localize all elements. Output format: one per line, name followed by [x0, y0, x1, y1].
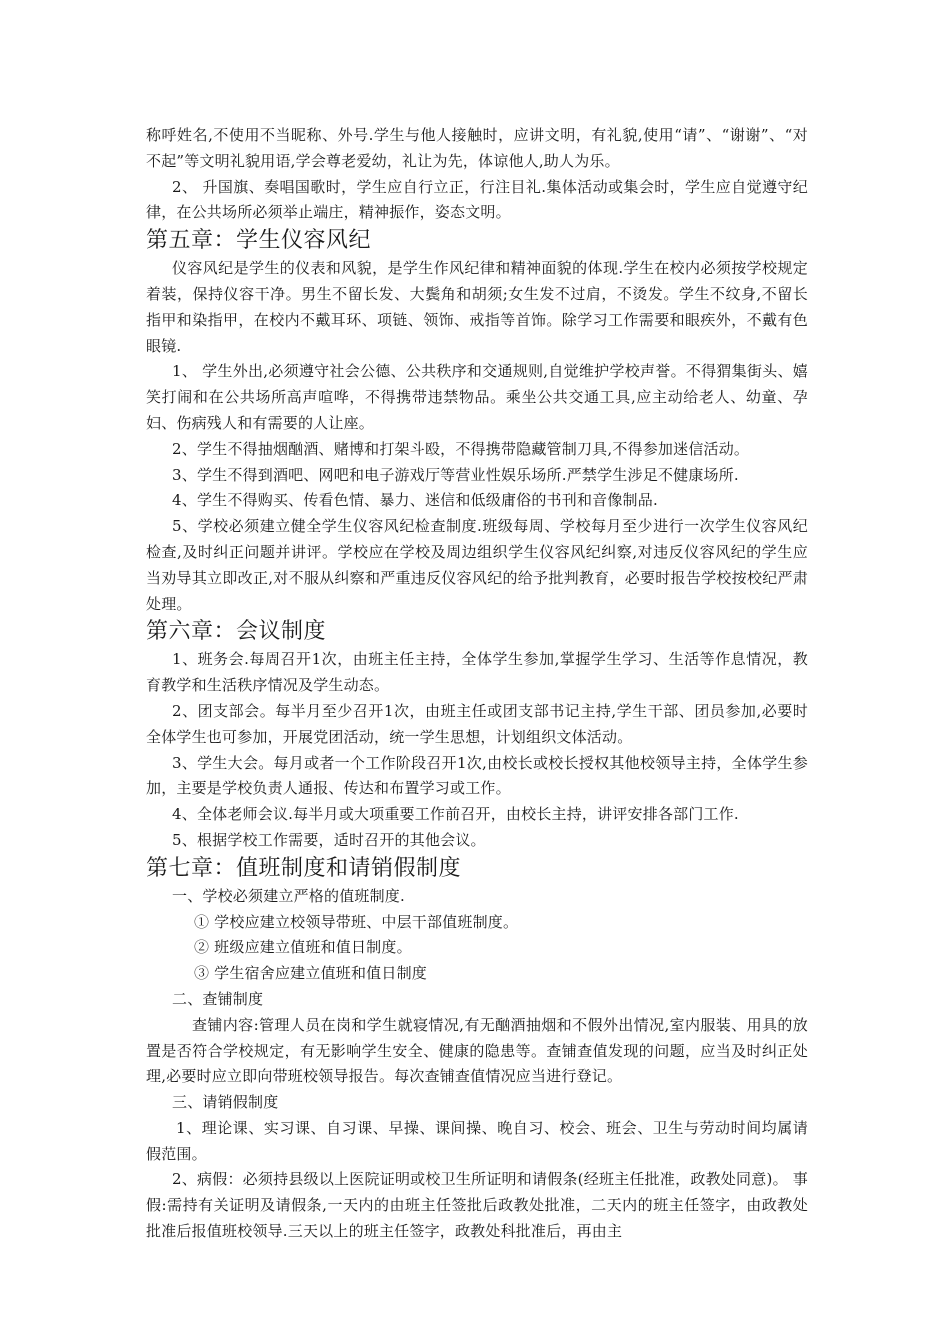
- chapter-heading: 第五章：学生仪容风纪: [146, 228, 372, 254]
- body-paragraph: 二、查铺制度: [172, 989, 264, 1008]
- body-paragraph: 5、根据学校工作需要，适时召开的其他会议。: [172, 830, 486, 849]
- body-paragraph: 1、理论课、实习课、自习课、早操、课间操、晚自习、校会、班会、卫生与劳动时间均属请假范围。: [146, 1118, 808, 1163]
- body-paragraph: 5、学校必须建立健全学生仪容风纪检查制度.班级每周、学校每月至少进行一次学生仪容风纪检查,及时纠正问题并讲评。学校应在学校及周边组织学生仪容风纪纠察,对违反仪容风纪的学生应当劝导其立即改正,对不服从纠察和严重违反仪容风纪的给予批判教育，必要时报告学校按校纪严肃处理。: [146, 517, 808, 613]
- body-paragraph: 一、学校必须建立严格的值班制度.: [172, 886, 405, 905]
- chapter-heading: 第六章：会议制度: [146, 619, 327, 645]
- chapter-heading: 第七章：值班制度和请销假制度: [146, 855, 462, 881]
- body-paragraph: ③ 学生宿舍应建立值班和值日制度: [194, 964, 427, 983]
- body-paragraph: 2、学生不得抽烟酗酒、赌博和打架斗殴，不得携带隐藏管制刀具,不得参加迷信活动。: [172, 439, 750, 458]
- body-paragraph: 3、学生大会。每月或者一个工作阶段召开1次,由校长或校长授权其他校领导主持，全体学生参加，主要是学校负责人通报、传达和布置学习或工作。: [146, 753, 808, 798]
- body-paragraph: 4、全体老师会议.每半月或大项重要工作前召开，由校长主持，讲评安排各部门工作.: [172, 805, 739, 824]
- body-paragraph: ① 学校应建立校领导带班、中层干部值班制度。: [194, 912, 519, 931]
- body-paragraph: 2、团支部会。每半月至少召开1次，由班主任或团支部书记主持,学生干部、团员参加,必要时全体学生也可参加，开展党团活动，统一学生思想，计划组织文体活动。: [146, 701, 808, 746]
- body-paragraph: 4、学生不得购买、传看色情、暴力、迷信和低级庸俗的书刊和音像制品.: [172, 491, 658, 510]
- body-paragraph: 三、请销假制度: [172, 1093, 279, 1112]
- body-paragraph: ② 班级应建立值班和值日制度。: [194, 938, 412, 957]
- body-paragraph: 称呼姓名,不使用不当昵称、外号.学生与他人接触时，应讲文明，有礼貌,使用“请”、“谢谢”、“对不起”等文明礼貌用语,学会尊老爱幼，礼让为先，体谅他人,助人为乐。: [146, 126, 808, 170]
- body-paragraph: 仪容风纪是学生的仪表和风貌，是学生作风纪律和精神面貌的体现.学生在校内必须按学校规定着装，保持仪容干净。男生不留长发、大鬓角和胡须;女生发不过肩，不烫发。学生不纹身,不留长指甲和染指甲，在校内不戴耳环、项链、领饰、戒指等首饰。除学习工作需要和眼疾外，不戴有色眼镜.: [146, 259, 808, 355]
- body-paragraph: 2、病假：必须持县级以上医院证明或校卫生所证明和请假条(经班主任批准，政教处同意)。 事假:需持有关证明及请假条,一天内的由班主任签批后政教处批准，二天内的班主任签字，由政教处批准后报值班校领导.三天以上的班主任签字，政教处科批准后，再由主: [146, 1170, 808, 1241]
- body-paragraph: 1、班务会.每周召开1次，由班主任主持，全体学生参加,掌握学生学习、生活等作息情况，教育教学和生活秩序情况及学生动态。: [146, 650, 808, 695]
- body-paragraph: 查铺内容:管理人员在岗和学生就寝情况,有无酗酒抽烟和不假外出情况,室内服装、用具的放置是否符合学校规定，有无影响学生安全、健康的隐患等。查铺查值发现的问题，应当及时纠正处理,必要时应立即向带班校领导报告。每次查铺查值情况应当进行登记。: [146, 1015, 808, 1086]
- body-paragraph: 1、 学生外出,必须遵守社会公德、公共秩序和交通规则,自觉维护学校声誉。不得猬集街头、嬉笑打闹和在公共场所高声喧哗，不得携带违禁物品。乘坐公共交通工具,应主动给老人、幼童、孕妇、伤病残人和有需要的人让座。: [146, 362, 808, 432]
- body-paragraph: 2、 升国旗、奏唱国歌时，学生应自行立正，行注目礼.集体活动或集会时，学生应自觉遵守纪律，在公共场所必须举止端庄，精神振作，姿态文明。: [146, 177, 808, 222]
- document-page: [146, 123, 808, 1245]
- body-paragraph: 3、学生不得到酒吧、网吧和电子游戏厅等营业性娱乐场所.严禁学生涉足不健康场所.: [172, 465, 739, 484]
